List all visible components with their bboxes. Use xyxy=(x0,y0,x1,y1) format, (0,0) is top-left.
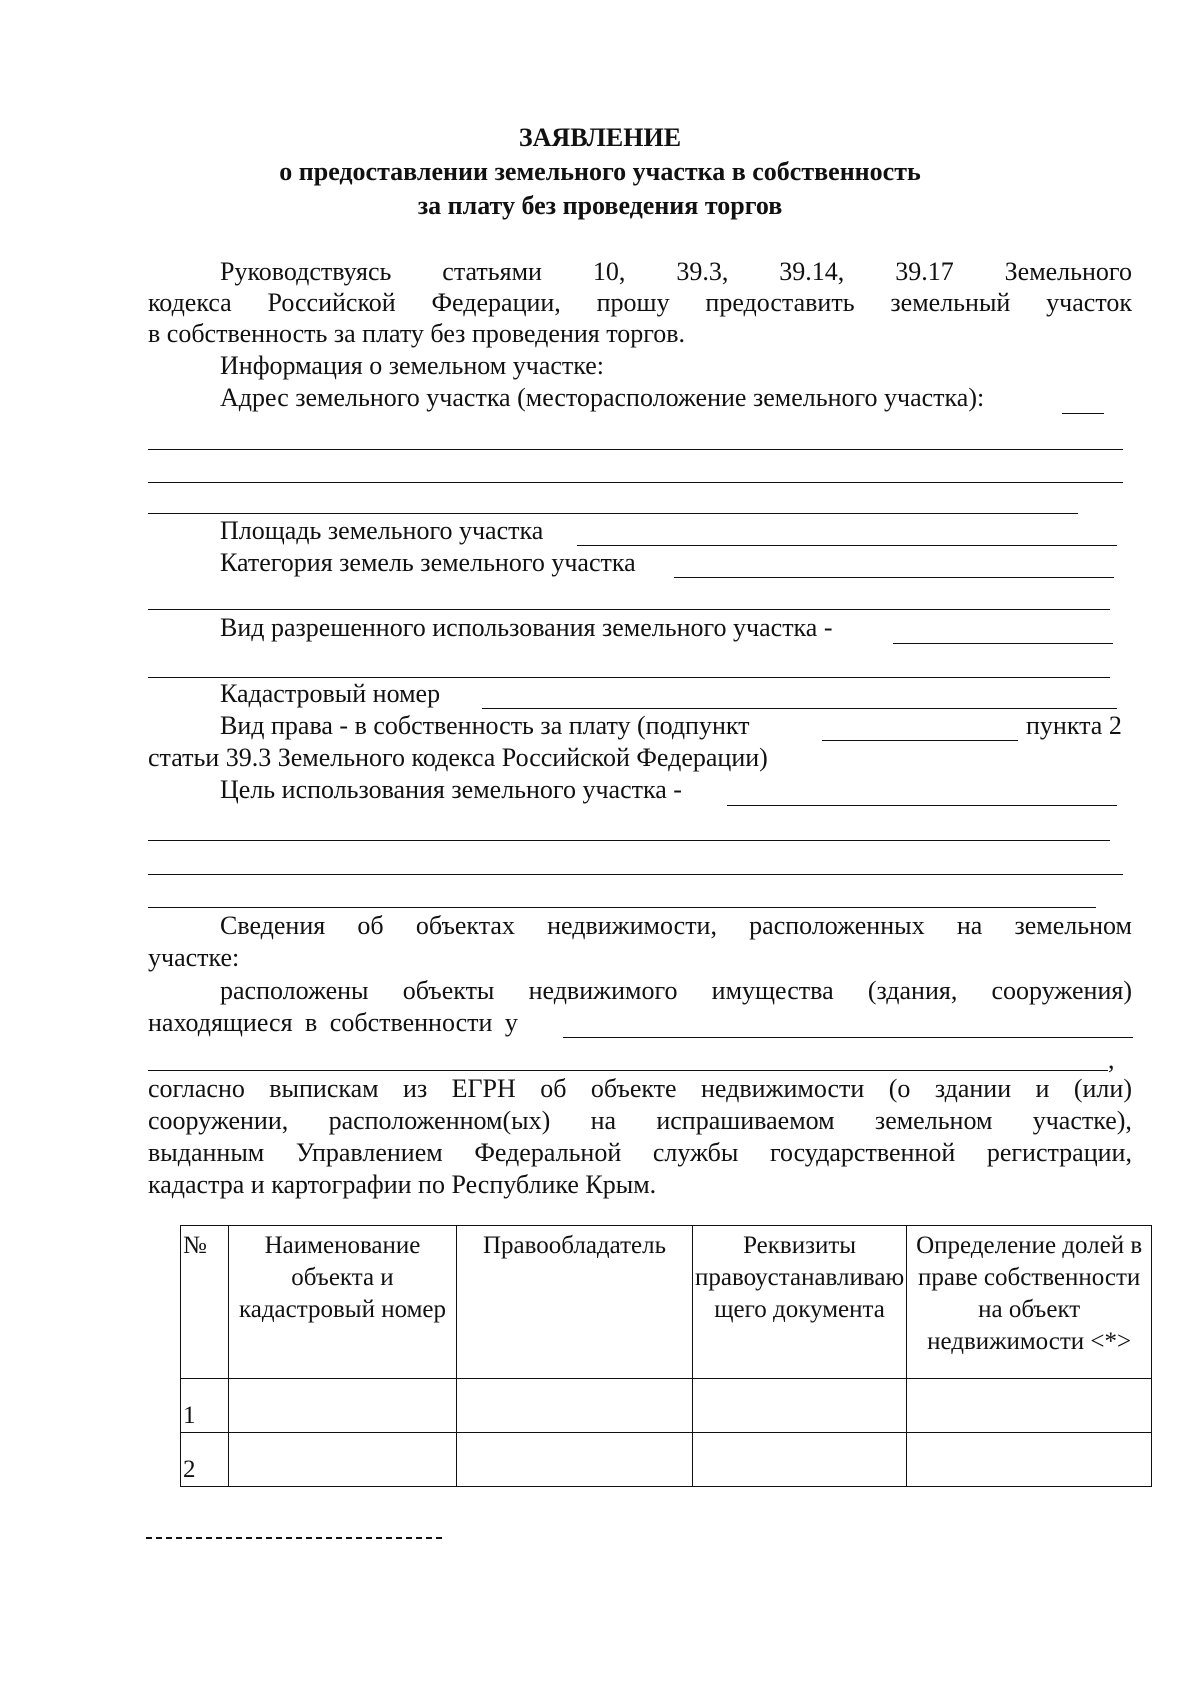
subpoint-blank[interactable] xyxy=(822,740,1018,741)
realty-located-line xyxy=(220,976,1132,1006)
realty-word: недвижимого xyxy=(528,976,678,1005)
cadastral-number-blank[interactable] xyxy=(482,708,1117,709)
row-number xyxy=(181,1433,229,1487)
realty-heading-line-2: участке: xyxy=(148,943,240,972)
extract-word: государственной xyxy=(769,1138,956,1167)
intro-word: кодекса xyxy=(148,288,232,317)
intro-word: 39.17 xyxy=(895,257,954,286)
permitted-use-label: Вид разрешенного использования земельного участка - xyxy=(220,613,833,642)
realty-table xyxy=(180,1225,1152,1487)
table-row xyxy=(181,1433,1152,1487)
header-name-line: Наименование xyxy=(264,1232,421,1259)
land-info-heading: Информация о земельном участке: xyxy=(220,351,605,380)
realty-word: об xyxy=(357,911,384,940)
row-number-text: 1 xyxy=(183,1402,196,1429)
realty-word: на xyxy=(956,911,983,940)
realty-word: расположенных xyxy=(749,911,925,940)
header-name-line: объекта и xyxy=(291,1264,394,1291)
extract-word: Управлением xyxy=(295,1138,443,1167)
intro-line-3: в собственность за плату без проведения торгов. xyxy=(148,319,686,348)
category-label: Категория земель земельного участка xyxy=(220,548,636,577)
intro-word: Земельного xyxy=(1004,257,1132,286)
realty-word: сооружения) xyxy=(991,976,1132,1005)
area-label: Площадь земельного участка xyxy=(220,516,544,545)
realty-heading-line-1 xyxy=(220,911,1132,941)
extract-line-4: кадастра и картографии по Республике Крым. xyxy=(148,1170,657,1199)
intro-line-2 xyxy=(148,288,1132,318)
realty-word: земельном xyxy=(1014,911,1132,940)
extract-word: выданным xyxy=(148,1138,265,1167)
header-name-line: кадастровый номер xyxy=(238,1296,447,1323)
header-holder-text: Правообладатель xyxy=(482,1232,667,1259)
extract-word: недвижимости xyxy=(701,1074,865,1103)
realty-word: расположены xyxy=(220,976,369,1005)
realty-word: Сведения xyxy=(220,911,326,940)
area-blank[interactable] xyxy=(577,545,1117,546)
intro-word: земельный xyxy=(890,288,1011,317)
header-number xyxy=(181,1226,229,1379)
address-label: Адрес земельного участка (месторасположение земельного участка): xyxy=(220,383,985,412)
purpose-label: Цель использования земельного участка - xyxy=(220,775,682,804)
intro-word: прошу xyxy=(596,288,670,317)
header-docs-line: правоустанавливаю xyxy=(695,1264,905,1291)
extract-word: (о xyxy=(888,1074,911,1103)
extract-word: сооружении, xyxy=(148,1106,289,1135)
extract-word: Федеральной xyxy=(474,1138,622,1167)
table-cell[interactable] xyxy=(229,1379,457,1433)
intro-word: участок xyxy=(1046,288,1132,317)
realty-word: имущества xyxy=(711,976,834,1005)
realty-word: (здания, xyxy=(867,976,958,1005)
table-cell[interactable] xyxy=(229,1433,457,1487)
extract-word: на xyxy=(590,1106,617,1135)
table-cell[interactable] xyxy=(457,1433,693,1487)
intro-word: статьями xyxy=(442,257,542,286)
cadastral-number-label: Кадастровый номер xyxy=(220,679,441,708)
table-cell[interactable] xyxy=(457,1379,693,1433)
header-holder xyxy=(457,1226,693,1379)
header-docs-line: щего документа xyxy=(714,1296,885,1323)
intro-line-1 xyxy=(220,257,1132,287)
permitted-use-blank[interactable] xyxy=(893,643,1113,644)
right-type-label: Вид права - в собственность за плату (подпункт xyxy=(220,711,750,740)
owned-by-label: находящиеся в собственности у xyxy=(148,1008,518,1037)
extract-word: об xyxy=(540,1074,567,1103)
extract-word: испрашиваемом xyxy=(656,1106,835,1135)
realty-word: недвижимости, xyxy=(547,911,717,940)
header-share-line: на объект xyxy=(978,1296,1081,1323)
row-number xyxy=(181,1379,229,1433)
purpose-blank-line-3[interactable] xyxy=(148,874,1123,875)
intro-word: 10, xyxy=(592,257,626,286)
intro-word: Руководствуясь xyxy=(220,257,392,286)
table-header-row xyxy=(181,1226,1152,1379)
header-share xyxy=(907,1226,1152,1379)
header-docs-line: Реквизиты xyxy=(743,1232,857,1259)
extract-word: здании xyxy=(934,1074,1012,1103)
extract-word: земельном xyxy=(874,1106,993,1135)
header-object-name xyxy=(229,1226,457,1379)
extract-word: ЕГРН xyxy=(451,1074,516,1103)
extract-word: службы xyxy=(652,1138,739,1167)
header-share-line: недвижимости <*> xyxy=(927,1328,1132,1355)
header-number-text: № xyxy=(183,1232,207,1259)
intro-word: 39.14, xyxy=(779,257,845,286)
extract-word: выпискам xyxy=(269,1074,379,1103)
extract-line-3 xyxy=(148,1138,1132,1168)
extract-word: (или) xyxy=(1073,1074,1132,1103)
row-number-text: 2 xyxy=(183,1456,196,1483)
owner-blank-line-2[interactable] xyxy=(148,1070,1108,1071)
table-row xyxy=(181,1379,1152,1433)
address-blank-line-3[interactable] xyxy=(148,482,1123,483)
address-blank-line-4[interactable] xyxy=(148,513,1078,514)
extract-word: и xyxy=(1035,1074,1050,1103)
table-cell[interactable] xyxy=(693,1433,907,1487)
header-share-line: праве собственности xyxy=(917,1264,1141,1291)
extract-line-2 xyxy=(148,1106,1132,1136)
realty-word: объектах xyxy=(415,911,515,940)
address-blank-line-2[interactable] xyxy=(148,449,1123,450)
address-blank[interactable] xyxy=(1062,413,1104,414)
purpose-blank-line-4[interactable] xyxy=(148,907,1096,908)
extract-word: регистрации, xyxy=(986,1138,1132,1167)
footnote-separator xyxy=(146,1537,442,1539)
owner-blank[interactable] xyxy=(563,1037,1133,1038)
category-blank[interactable] xyxy=(674,577,1114,578)
intro-word: предоставить xyxy=(705,288,855,317)
right-type-point: пункта 2 xyxy=(1026,711,1122,740)
extract-line-1 xyxy=(148,1074,1132,1104)
intro-word: Российской xyxy=(267,288,396,317)
owner-comma: , xyxy=(1108,1045,1115,1074)
category-blank-line-2[interactable] xyxy=(148,609,1110,610)
table-cell[interactable] xyxy=(693,1379,907,1433)
document-subtitle-line-2: за плату без проведения торгов xyxy=(417,191,783,220)
intro-word: Федерации, xyxy=(431,288,561,317)
table-cell[interactable] xyxy=(907,1433,1152,1487)
table-cell[interactable] xyxy=(907,1379,1152,1433)
extract-word: из xyxy=(403,1074,428,1103)
header-share-line: Определение долей в xyxy=(916,1232,1143,1259)
permitted-use-blank-line-2[interactable] xyxy=(148,677,1110,678)
document-title: ЗАЯВЛЕНИЕ xyxy=(518,123,682,152)
realty-word: объекты xyxy=(402,976,495,1005)
header-documents xyxy=(693,1226,907,1379)
intro-word: 39.3, xyxy=(676,257,729,286)
extract-word: согласно xyxy=(148,1074,245,1103)
document-subtitle-line-1: о предоставлении земельного участка в собственность xyxy=(279,157,921,186)
purpose-blank[interactable] xyxy=(727,805,1117,806)
extract-word: объекте xyxy=(590,1074,677,1103)
right-type-line-2: статьи 39.3 Земельного кодекса Российской Федерации) xyxy=(148,743,768,772)
purpose-blank-line-2[interactable] xyxy=(148,840,1110,841)
extract-word: участке), xyxy=(1032,1106,1132,1135)
extract-word: расположенном(ых) xyxy=(328,1106,551,1135)
